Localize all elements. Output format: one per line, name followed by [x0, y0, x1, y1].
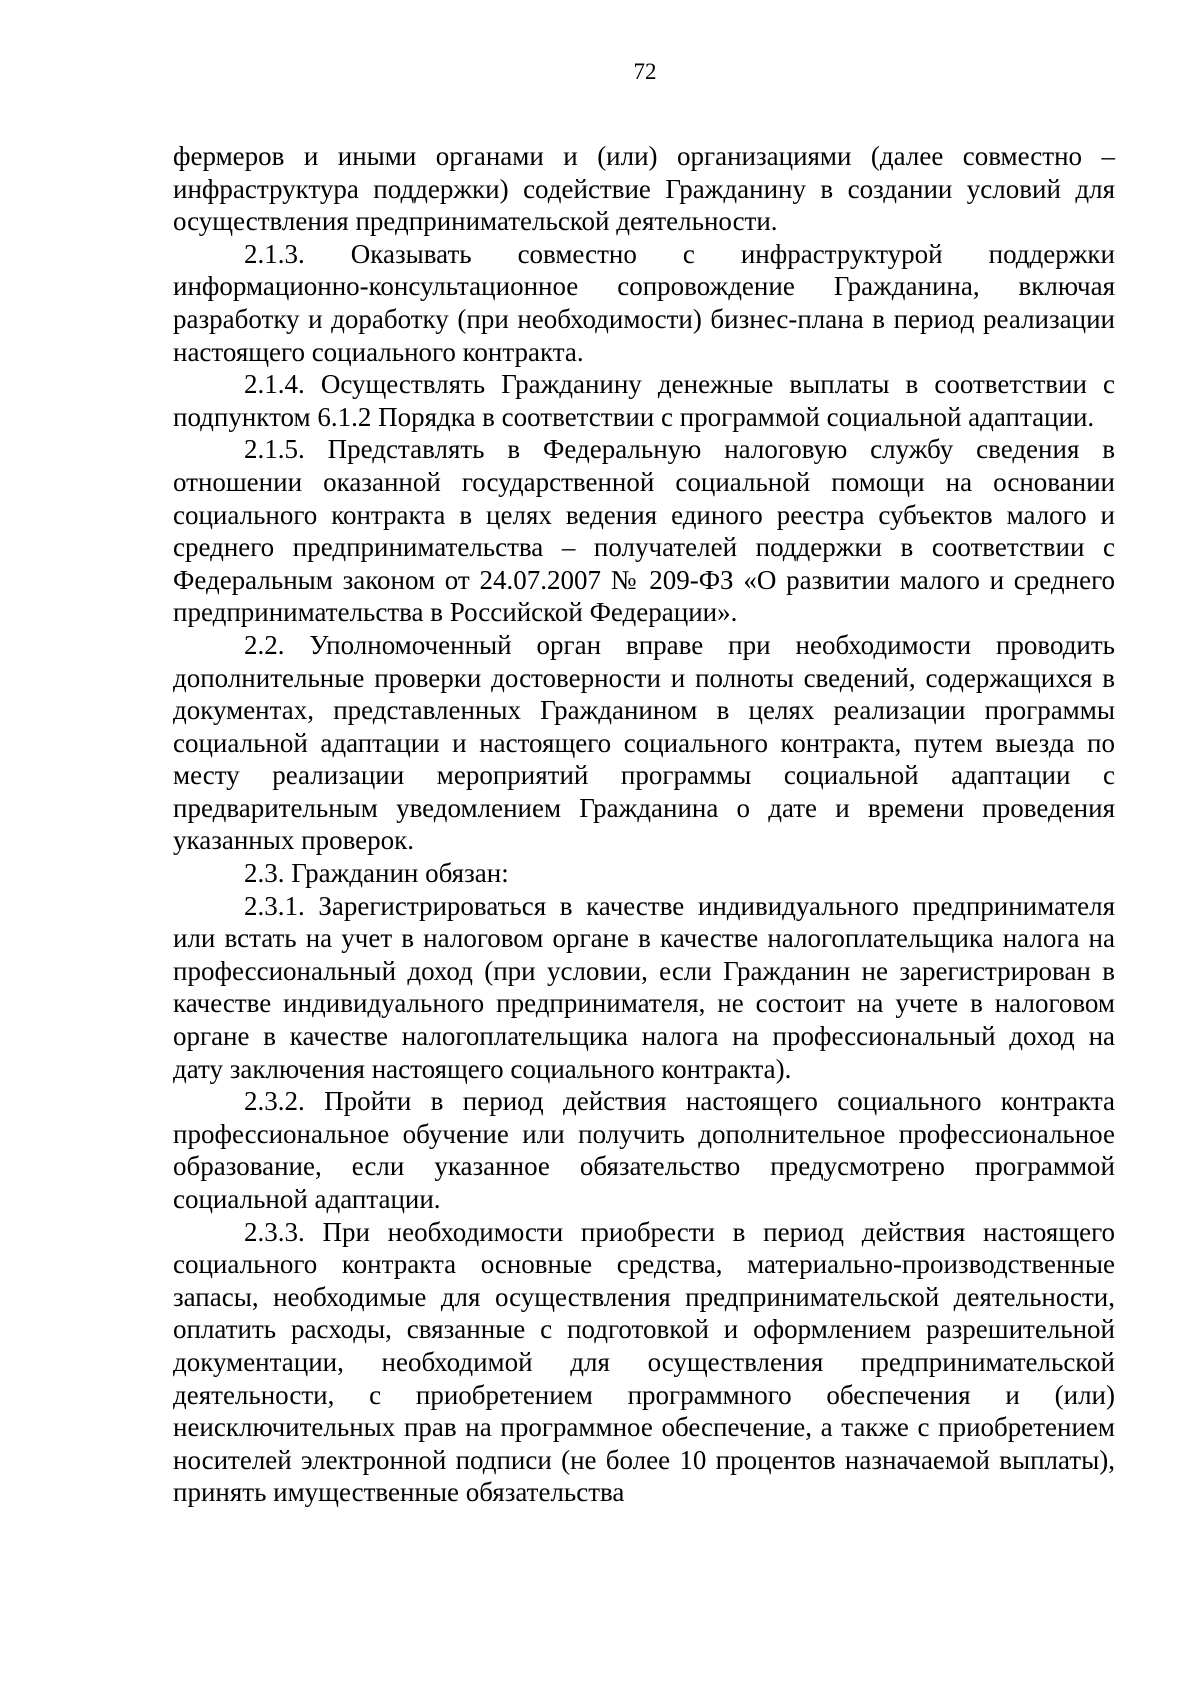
paragraph-2-3: 2.3. Гражданин обязан: [244, 858, 509, 889]
paragraph-2-3-3: 2.3.3. При необходимости приобрести в период действия настоящего социального контракта основные средства, материально-производственные запасы, необходимые для осуществления предпринимательской деятельности, оплатить расходы, связанные с подготовкой и оформлением разрешительной документации, необходимой для осуществления предпринимательской деятельности, с приобретением программного обеспечения и (или) неисключительных прав на программное обеспечение, а также с приобретением носителей электронной подписи (не более 10 процентов назначаемой выплаты), принять имущественные обязательства [173, 1216, 1115, 1508]
page-number: 72 [633, 59, 657, 84]
paragraph-2-1-3: 2.1.3. Оказывать совместно с инфраструктурой поддержки информационно-консультационное сопровождение Гражданина, включая разработку и доработку (при необходимости) бизнес-плана в период реализации настоящего социального контракта. [173, 238, 1115, 367]
document-body [173, 140, 1115, 1509]
paragraph-2-1-5: 2.1.5. Представлять в Федеральную налоговую службу сведения в отношении оказанной государственной социальной помощи на основании социального контракта в целях ведения единого реестра субъектов малого и среднего предпринимательства – получателей поддержки в соответствии с Федеральным законом от 24.07.2007 № 209-ФЗ «О развитии малого и среднего предпринимательства в Российской Федерации». [173, 434, 1115, 628]
paragraph-2-2: 2.2. Уполномоченный орган вправе при необходимости проводить дополнительные проверки достоверности и полноты сведений, содержащихся в документах, представленных Гражданином в целях реализации программы социальной адаптации и настоящего социального контракта, путем выезда по месту реализации мероприятий программы социальной адаптации с предварительным уведомлением Гражданина о дате и времени проведения указанных проверок. [173, 629, 1115, 856]
paragraph-2-1-4: 2.1.4. Осуществлять Гражданину денежные выплаты в соответствии с подпунктом 6.1.2 Порядка в соответствии с программой социальной адаптации. [173, 369, 1115, 432]
paragraph-continuation: фермеров и иными органами и (или) организациями (далее совместно – инфраструктура поддержки) содействие Гражданину в создании условий для осуществления предпринимательской деятельности. [173, 141, 1115, 237]
paragraph-2-3-2: 2.3.2. Пройти в период действия настоящего социального контракта профессиональное обучение или получить дополнительное профессиональное образование, если указанное обязательство предусмотрено программой социальной адаптации. [173, 1086, 1115, 1214]
paragraph-2-3-1: 2.3.1. Зарегистрироваться в качестве индивидуального предпринимателя или встать на учет в налоговом органе в качестве налогоплательщика налога на профессиональный доход (при условии, если Гражданин не зарегистрирован в качестве индивидуального предпринимателя, не состоит на учете в налоговом органе в качестве налогоплательщика налога на профессиональный доход на дату заключения настоящего социального контракта). [173, 890, 1115, 1084]
